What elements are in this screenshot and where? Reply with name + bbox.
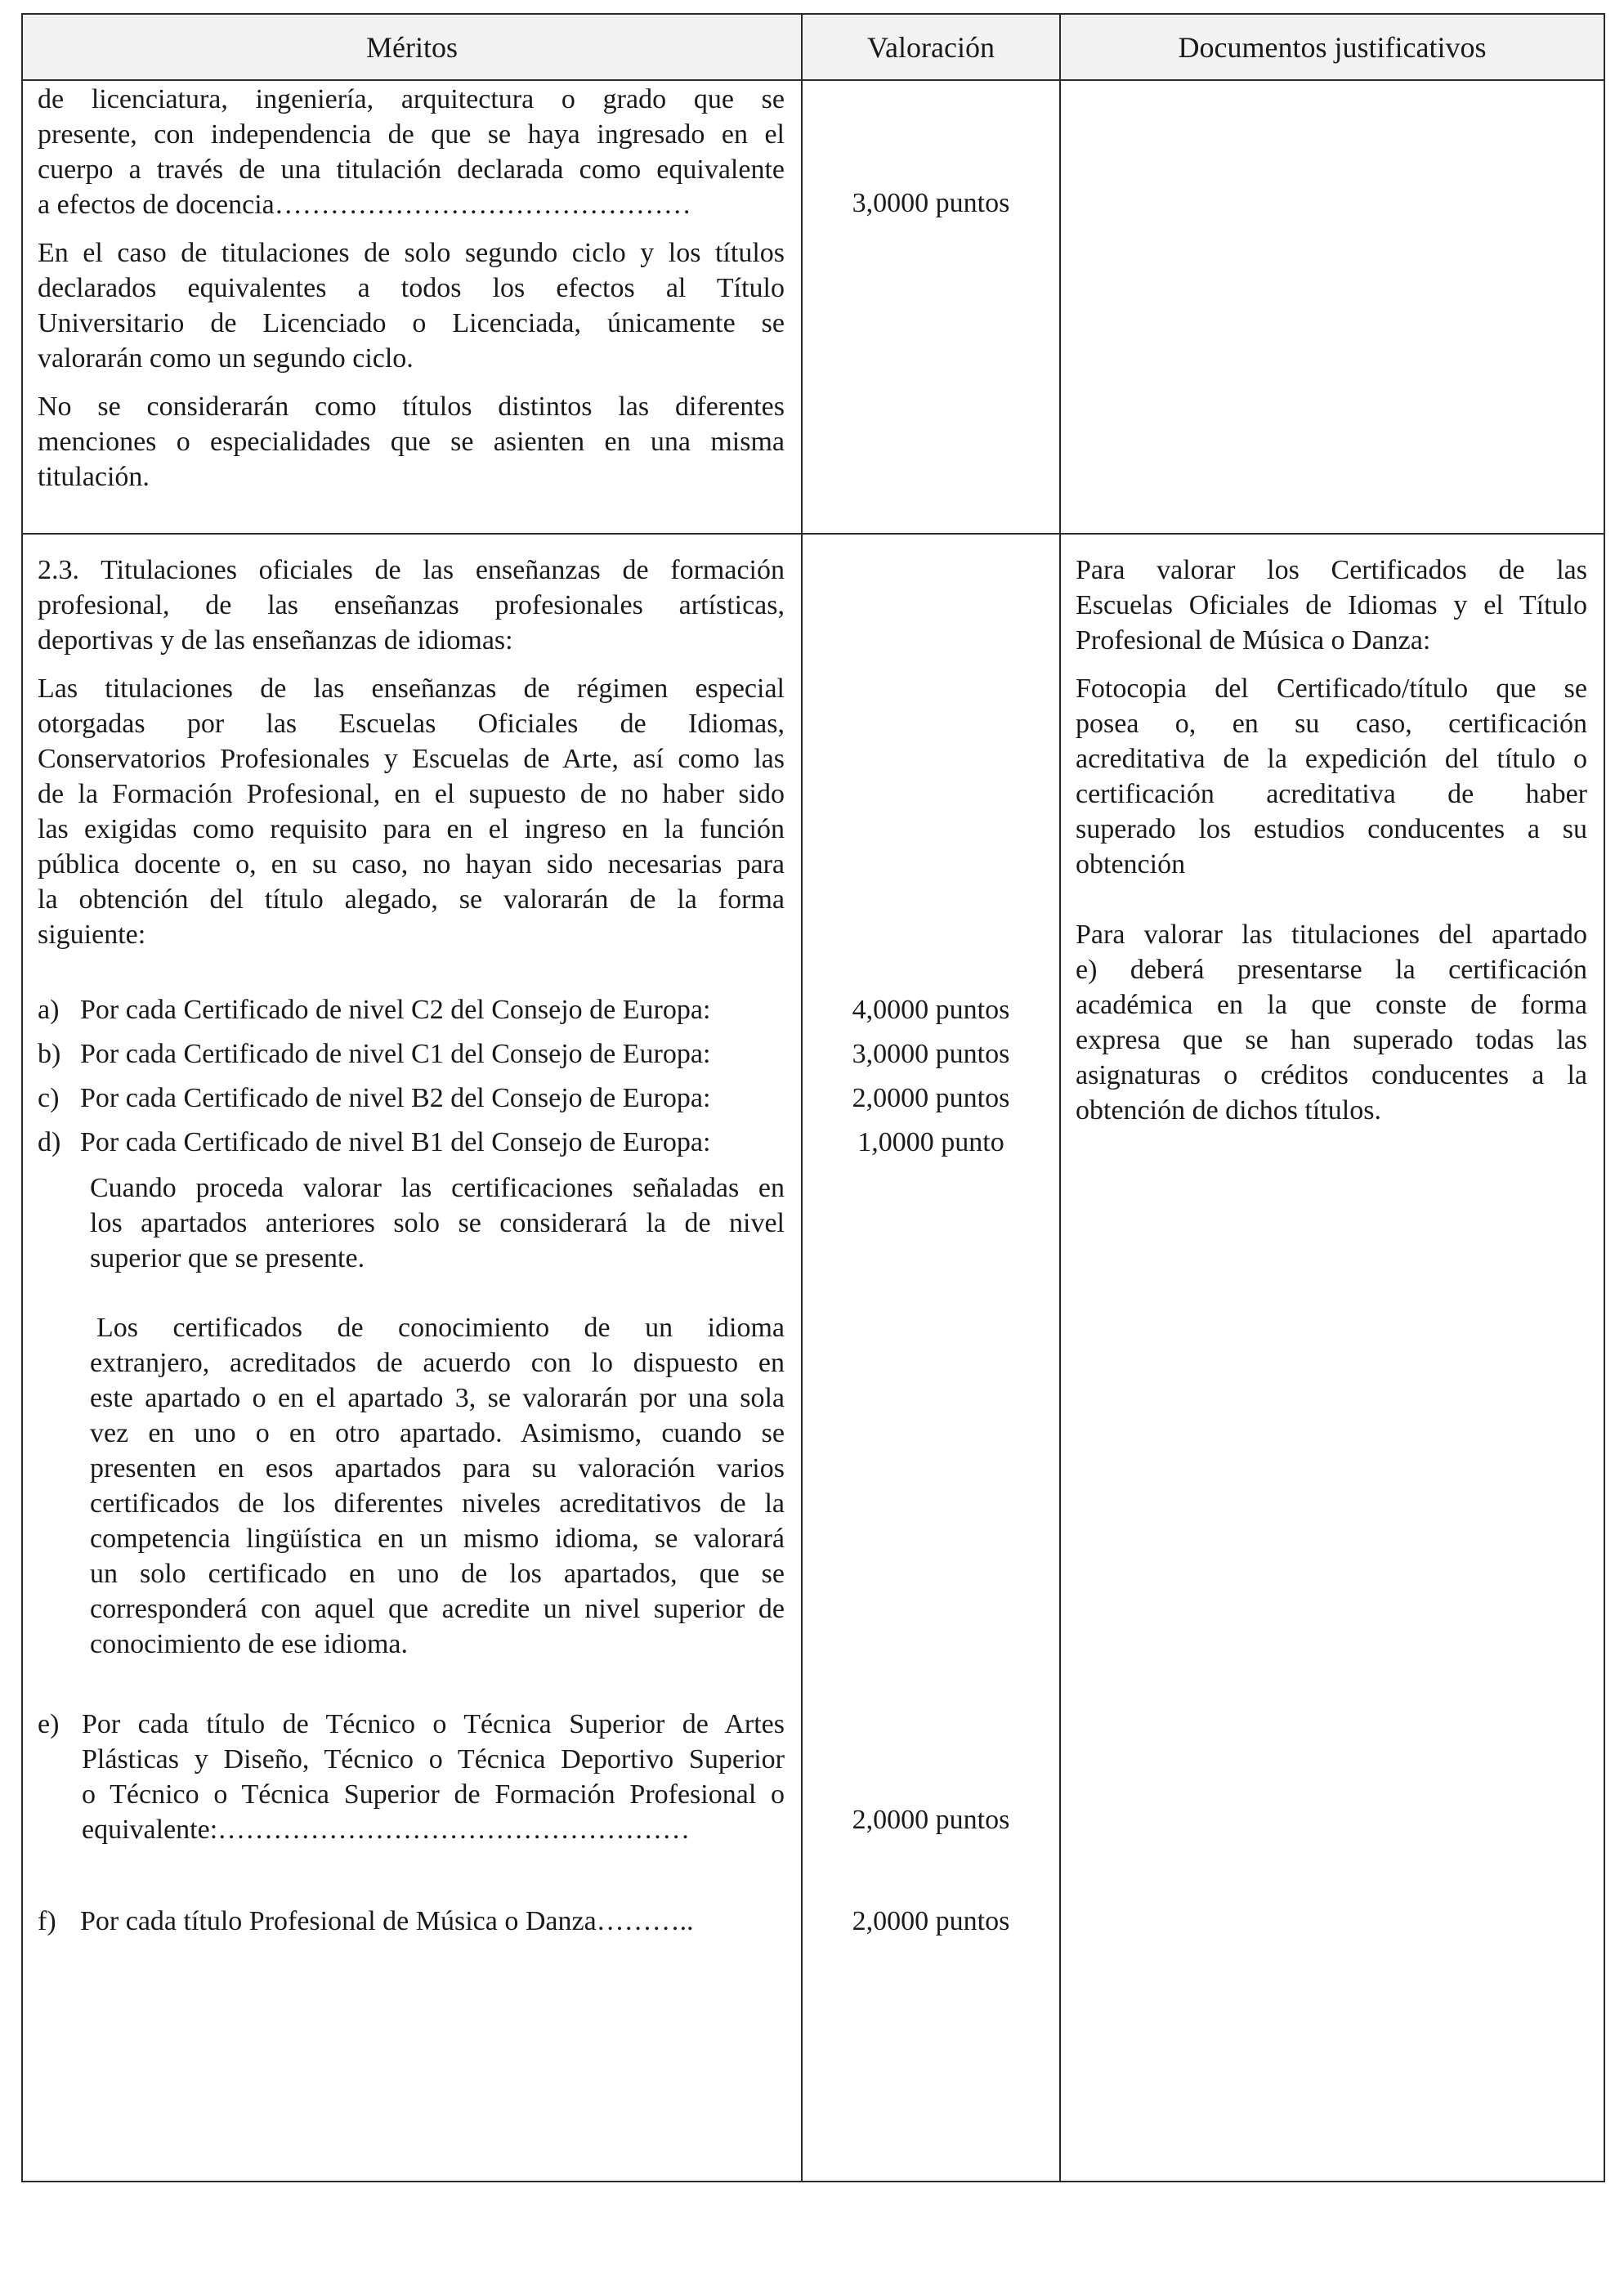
text-line: corresponderá con aquel que acredite un nivel superior de (90, 1594, 785, 1624)
text-line: No se considerarán como títulos distintos las diferentes (38, 392, 785, 422)
text-line: Para valorar las titulaciones del apartado (1076, 920, 1587, 950)
row2-heading (38, 553, 785, 658)
row1-paragraph-3 (38, 389, 785, 495)
text-line: equivalente:…………………………………………… (82, 1815, 691, 1845)
text-line: profesional, de las enseñanzas profesionales artísticas, (38, 590, 785, 620)
list-item-label: d) (38, 1127, 61, 1157)
list-item-d-value: 1,0000 punto (857, 1127, 1004, 1157)
list-item-text: Por cada Certificado de nivel C1 del Consejo de Europa: (80, 1039, 711, 1069)
text-line: las exigidas como requisito para en el ingreso en la función (38, 814, 785, 844)
text-line: asignaturas o créditos conducentes a la (1076, 1060, 1587, 1090)
list-item-label: a) (38, 995, 60, 1025)
row2-paragraph (38, 671, 785, 952)
header-documentos: Documentos justificativos (1178, 31, 1487, 64)
text-line: Profesional de Música o Danza: (1076, 625, 1431, 656)
list-item-text: Por cada Certificado de nivel B2 del Consejo de Europa: (80, 1083, 711, 1113)
docs-paragraph-3 (1076, 917, 1587, 1128)
list-item-text: Por cada título Profesional de Música o Danza……….. (80, 1906, 694, 1936)
text-line: En el caso de titulaciones de solo segundo ciclo y los títulos (38, 238, 785, 268)
header-valoracion: Valoración (867, 31, 995, 64)
text-line: titulación. (38, 462, 150, 492)
list-item-f (38, 1904, 785, 1939)
row2-note-2 (90, 1310, 785, 1662)
text-line: académica en la que conste de forma (1076, 990, 1587, 1020)
text-line: Para valorar los Certificados de las (1076, 555, 1587, 585)
row1-meritos-text (38, 82, 785, 495)
text-line: Por cada título de Técnico o Técnica Superior de Artes (82, 1709, 785, 1739)
row2-note-1 (90, 1170, 785, 1276)
text-line: vez en uno o en otro apartado. Asimismo, cuando se (90, 1418, 785, 1448)
text-line: 2.3. Titulaciones oficiales de las enseñanzas de formación (38, 555, 785, 585)
text-line: conocimiento de ese idioma. (90, 1629, 408, 1659)
text-line: superado los estudios conducentes a su (1076, 814, 1587, 844)
text-line: posea o, en su caso, certificación (1076, 709, 1587, 739)
text-line: presenten en esos apartados para su valoración varios (90, 1453, 785, 1484)
list-item-label: e) (38, 1709, 60, 1739)
text-line: cuerpo a través de una titulación declarada como equivalente (38, 154, 785, 185)
text-line: expresa que se han superado todas las (1076, 1025, 1587, 1055)
text-line: pública docente o, en su caso, no hayan sido necesarias para (38, 849, 785, 879)
list-item-c (38, 1081, 785, 1116)
text-line: la obtención del título alegado, se valorarán de la forma (38, 884, 785, 915)
list-item-text: Por cada Certificado de nivel B1 del Consejo de Europa: (80, 1127, 711, 1157)
text-line: a efectos de docencia……………………………………… (38, 190, 691, 220)
row1-paragraph-2 (38, 235, 785, 376)
text-line: presente, con independencia de que se haya ingresado en el (38, 119, 785, 150)
text-line: obtención de dichos títulos. (1076, 1095, 1381, 1126)
text-line: superior que se presente. (90, 1243, 365, 1273)
text-line: Cuando proceda valorar las certificaciones señaladas en (90, 1173, 785, 1203)
row1-paragraph-1 (38, 82, 785, 222)
text-line: este apartado o en el apartado 3, se valorarán por una sola (90, 1383, 785, 1413)
text-line: acreditativa de la expedición del título o (1076, 744, 1587, 774)
list-item-b (38, 1036, 785, 1072)
text-line: de la Formación Profesional, en el supuesto de no haber sido (38, 779, 785, 809)
row1-valoracion: 3,0000 puntos (852, 188, 1010, 218)
list-item-label: c) (38, 1083, 60, 1113)
list-item-label: b) (38, 1039, 61, 1069)
text-line: extranjero, acreditados de acuerdo con lo dispuesto en (90, 1348, 785, 1378)
header-meritos: Méritos (366, 31, 458, 64)
list-item-e (38, 1707, 785, 1847)
list-item-label: f) (38, 1906, 56, 1936)
text-line: certificados de los diferentes niveles acreditativos de la (90, 1488, 785, 1519)
text-line: Conservatorios Profesionales y Escuelas de Arte, así como las (38, 744, 785, 774)
table-border-right (1604, 13, 1605, 2182)
text-line: Plásticas y Diseño, Técnico o Técnica Deportivo Superior (82, 1744, 785, 1774)
text-line: deportivas y de las enseñanzas de idiomas: (38, 625, 513, 656)
docs-paragraph-2 (1076, 671, 1587, 882)
row2-documentos-text (1076, 553, 1587, 1128)
list-item-f-value: 2,0000 puntos (852, 1906, 1010, 1936)
text-line: competencia lingüística en un mismo idioma, se valorará (90, 1524, 785, 1554)
table-border-left (21, 13, 23, 2182)
text-line: de licenciatura, ingeniería, arquitectura o grado que se (38, 84, 785, 114)
text-line: un solo certificado en uno de los apartados, que se (90, 1559, 785, 1589)
list-item-a (38, 992, 785, 1027)
text-line: certificación acreditativa de haber (1076, 779, 1587, 809)
list-item-a-value: 4,0000 puntos (852, 995, 1010, 1025)
text-line: Las titulaciones de las enseñanzas de régimen especial (38, 674, 785, 704)
text-line: e) deberá presentarse la certificación (1076, 955, 1587, 985)
text-line: obtención (1076, 849, 1186, 879)
docs-paragraph-1 (1076, 553, 1587, 658)
text-line: otorgadas por las Escuelas Oficiales de Idiomas, (38, 709, 785, 739)
list-item-text (82, 1707, 785, 1847)
text-line: menciones o especialidades que se asienten en una misma (38, 427, 785, 457)
list-item-b-value: 3,0000 puntos (852, 1039, 1010, 1069)
text-line: siguiente: (38, 920, 146, 950)
text-line: valorarán como un segundo ciclo. (38, 343, 414, 374)
list-item-c-value: 2,0000 puntos (852, 1083, 1010, 1113)
text-line: Escuelas Oficiales de Idiomas y el Título (1076, 590, 1587, 620)
text-line: Universitario de Licenciado o Licenciada, únicamente se (38, 308, 785, 338)
text-line: declarados equivalentes a todos los efectos al Título (38, 273, 785, 303)
list-item-text: Por cada Certificado de nivel C2 del Consejo de Europa: (80, 995, 711, 1025)
table-border-bottom (21, 2181, 1605, 2182)
text-line: los apartados anteriores solo se considerará la de nivel (90, 1208, 785, 1238)
list-item-e-value: 2,0000 puntos (852, 1805, 1010, 1835)
text-line: Los certificados de conocimiento de un idioma (96, 1313, 785, 1343)
text-line: Fotocopia del Certificado/título que se (1076, 674, 1587, 704)
text-line: o Técnico o Técnica Superior de Formación Profesional o (82, 1779, 785, 1810)
row2-intro-text (38, 553, 785, 952)
list-item-d (38, 1125, 785, 1160)
row-divider (21, 533, 1605, 535)
